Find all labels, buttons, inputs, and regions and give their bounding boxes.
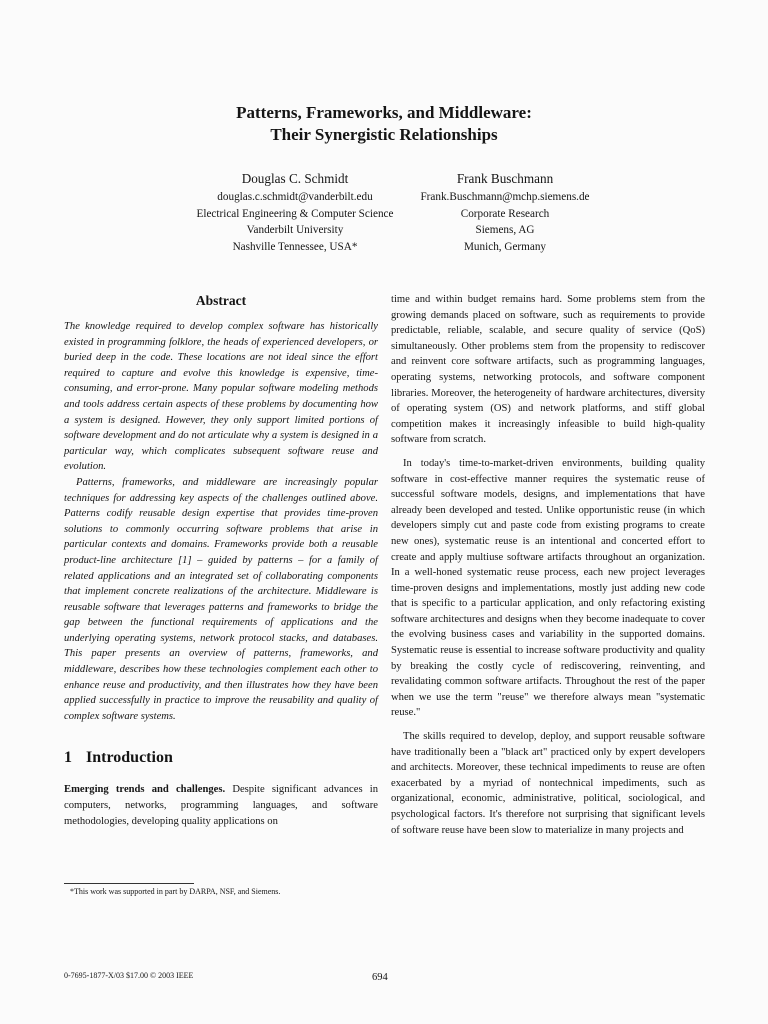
section-number: 1 [64, 749, 72, 767]
author-department: Corporate Research [460, 207, 550, 220]
author-name: Frank Buschmann [456, 171, 554, 186]
body-paragraph-3: The skills required to develop, deploy, and support reusable software have traditionally been a "black art" practiced only by expert developers and architects. Moreover, these technical impediments to reuse are often exacerbated by a myriad of nontechnical impediments, such as organizational, economic, administrative, political, sociological, and psychological factors. It's therefore not surprising that significant levels of software reuse have been slow to materialize in many projects and [391, 731, 705, 836]
page-number: 694 [372, 972, 388, 983]
body-paragraph-1: time and within budget remains hard. Some problems stem from the growing demands placed on software, such as requirements to provide predictable, reliable, scalable, and secure quality of service (QoS) simultaneously. Other problems stem from the propensity to rediscover and reinvent core software artifacts, such as programming languages, operating systems, networking protocols, and software component libraries. Moreover, the heterogeneity of hardware architectures, diversity of operating system (OS) and network platforms, and stiff global competition makes it increasingly infeasible to build high-quality software from scratch. [391, 294, 705, 446]
run-in-heading: Emerging trends and challenges. [64, 784, 226, 796]
title-line-2: Their Synergistic Relationships [270, 125, 498, 144]
abstract-paragraph-1: The knowledge required to develop complex software has historically existed in programming folklore, the heads of experienced developers, or buried deep in the code. These locations are not ideal since the effort required to capture and evolve this knowledge is expensive, time-consuming, and error-prone. Many popular software modeling methods and tools address certain aspects of these problems by documenting how a system is designed. However, they only support limited portions of software development and do not articulate why a system is designed in a particular way, which complicates subsequent software reuse and evolution. [64, 321, 378, 473]
author-location: Nashville Tennessee, USA* [232, 240, 358, 253]
author-organization: Siemens, AG [475, 224, 535, 236]
author-department: Electrical Engineering & Computer Science [196, 207, 394, 220]
copyright-line: 0-7695-1877-X/03 $17.00 © 2003 IEEE [64, 971, 194, 980]
body-paragraph-2: In today's time-to-market-driven environments, building quality software in cost-effective manner requires the systematic reuse of successful software models, designs, and implementations that have already been developed and tested. Unlike opportunistic reuse (in which developers simply cut and paste code from existing programs to create new ones), systematic reuse is an intentional and concerted effort to create and apply multiuse software artifacts throughout an organization. In a well-honed systematic reuse process, each new project leverages time-proven designs and implementations, mostly just adding new code that is specific to a particular application, and only refactoring existing software architectures and designs when they become inadequate to cover the evolving business cases and variability in the supported domains. Systematic reuse is essential to increase software productivity and quality by breaking the costly cycle of rediscovering, reinventing, and revalidating common software artifacts. Throughout the rest of the paper when we use the term "reuse" we therefore always mean "systematic reuse." [391, 457, 705, 719]
abstract-heading: Abstract [195, 293, 247, 308]
author-organization: Vanderbilt University [246, 224, 344, 236]
author-email: douglas.c.schmidt@vanderbilt.edu [217, 191, 373, 203]
author-name: Douglas C. Schmidt [241, 171, 349, 186]
left-column [64, 292, 378, 829]
section-title: Introduction [86, 749, 173, 767]
abstract-paragraph-2: Patterns, frameworks, and middleware are increasingly popular techniques for addressing key aspects of the challenges outlined above. Patterns codify reusable design expertise that provides time-proven solutions to commonly occurring software problems that arise in particular contexts and domains. Frameworks provide both a reusable product-line architecture [1] – guided by patterns – for a family of related applications and an integrated set of collaborating components that implement concrete realizations of the architecture. Middleware is reusable software that leverages patterns and frameworks to bridge the gap between the functional requirements of applications and the underlying operating systems, network protocol stacks, and databases. This paper presents an overview of patterns, frameworks, and middleware, describes how these technologies complement each other to enhance reuse and productivity, and then illustrates how they have been applied successfully in practice to improve the reusability and quality of complex software systems. [64, 476, 378, 722]
introduction-paragraph-1 [64, 782, 378, 829]
right-column [391, 292, 705, 838]
author-email: Frank.Buschmann@mchp.siemens.de [420, 191, 590, 203]
author-location: Munich, Germany [463, 240, 547, 253]
title-line-1: Patterns, Frameworks, and Middleware: [236, 103, 532, 122]
footnote: *This work was supported in part by DARPA, NSF, and Siemens. [70, 887, 281, 896]
footnote-rule [64, 883, 194, 884]
paragraph-text: Despite significant advances in computers, networks, programming languages, and software methodologies, developing quality applications on [64, 784, 378, 827]
author-block-buschmann [390, 170, 620, 255]
paper-title [0, 102, 768, 146]
introduction-heading [64, 748, 378, 768]
